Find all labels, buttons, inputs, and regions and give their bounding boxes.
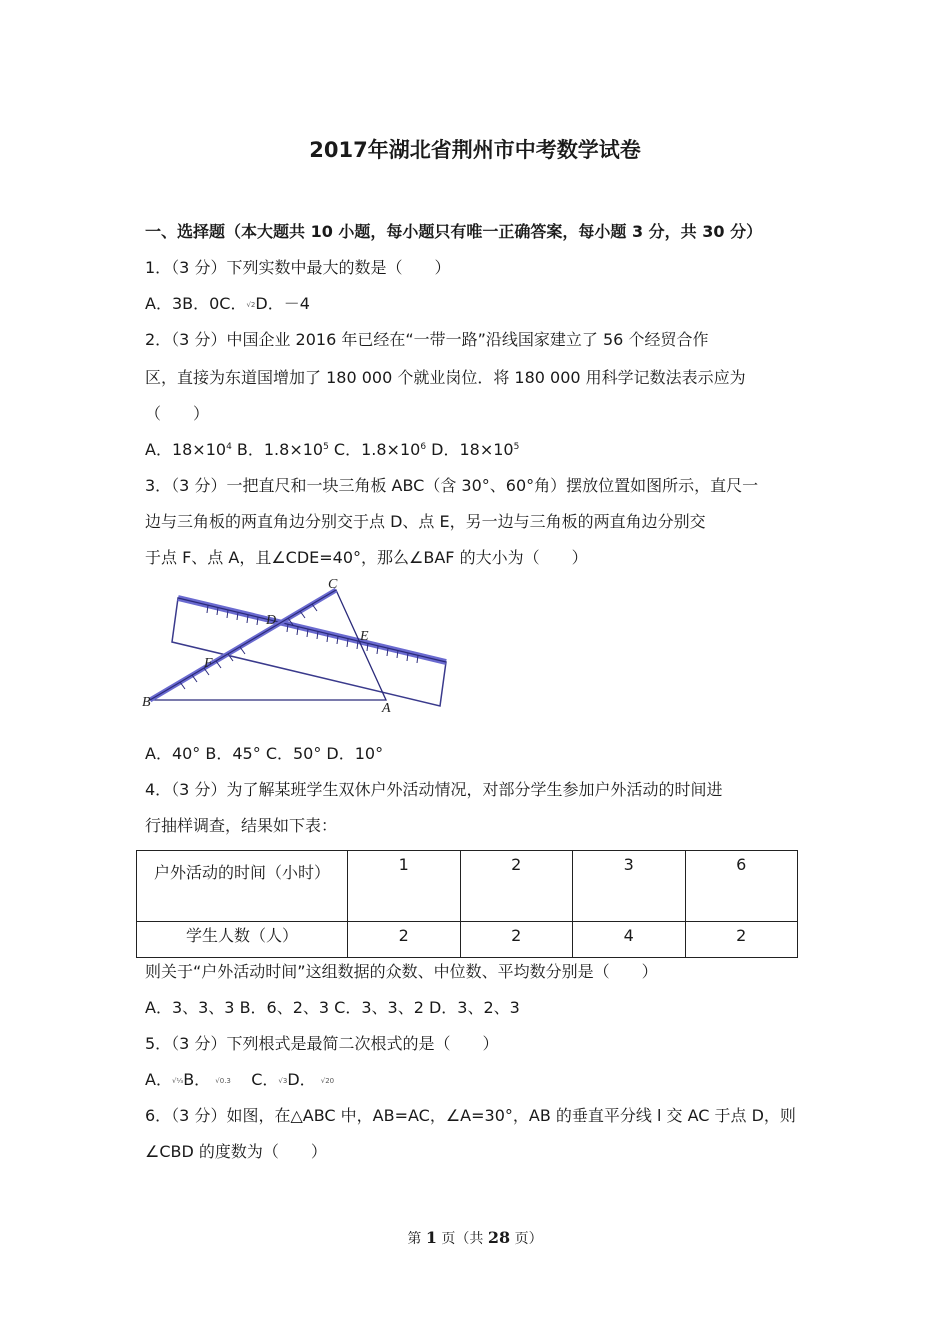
section-heading: 一、选择题（本大题共 10 小题，每小题只有唯一正确答案，每小题 3 分，共 30 分）: [145, 222, 763, 241]
q2-option-b: B．1.8×10: [231, 440, 324, 459]
page-number: 1: [425, 1228, 437, 1247]
question-2-line-2: 区，直接为东道国增加了 180 000 个就业岗位．将 180 000 用科学记数法表示应为: [145, 368, 746, 387]
question-4-after-table: 则关于“户外活动时间”这组数据的众数、中位数、平均数分别是（ ）: [145, 962, 658, 981]
table-cell: 2: [460, 851, 573, 922]
table-cell: 6: [685, 851, 798, 922]
total-pages: 28: [487, 1228, 511, 1247]
question-2-options: [145, 440, 519, 460]
q5-option-a: A．: [145, 1070, 172, 1089]
q5-option-c: C．: [251, 1070, 279, 1089]
point-label-a: A: [382, 701, 391, 713]
q2-exp-c: 6: [420, 442, 427, 452]
question-2-line-3: （ ）: [145, 404, 210, 423]
q1-options-abc: A．3B．0C．: [145, 294, 247, 313]
table-cell: 4: [573, 922, 686, 958]
question-3-line-2: 边与三角板的两直角边分别交于点 D、点 E，另一边与三角板的两直角边分别交: [145, 512, 706, 531]
activity-table: [136, 850, 798, 958]
question-1-stem: 1．（3 分）下列实数中最大的数是（ ）: [145, 258, 451, 277]
q2-exp-d: 5: [513, 442, 520, 452]
table-header-cell: 户外活动的时间（小时）: [137, 851, 348, 922]
table-cell: 3: [573, 851, 686, 922]
table-cell: 2: [685, 922, 798, 958]
footer-suffix: 页）: [510, 1231, 543, 1247]
radical-icon: √3: [278, 1077, 288, 1085]
point-label-c: C: [328, 578, 338, 592]
question-6-line-1: 6．（3 分）如图，在△ABC 中，AB=AC，∠A=30°，AB 的垂直平分线 l 交 AC 于点 D，则: [145, 1106, 796, 1125]
point-label-e: E: [360, 629, 369, 644]
footer-middle: 页（共: [436, 1231, 488, 1247]
question-6-line-2: ∠CBD 的度数为（ ）: [145, 1142, 327, 1161]
ruler-triangle-figure: [140, 578, 452, 713]
question-3-line-1: 3．（3 分）一把直尺和一块三角板 ABC（含 30°、60°角）摆放位置如图所示，直尺一: [145, 476, 759, 495]
q2-option-a: A．18×10: [145, 440, 227, 459]
radical-icon: √⅓: [171, 1077, 184, 1085]
q1-option-d: D．－4: [255, 294, 310, 313]
point-label-d: D: [266, 613, 277, 628]
point-label-f: F: [204, 656, 213, 671]
question-4-line-1: 4．（3 分）为了解某班学生双休户外活动情况，对部分学生参加户外活动的时间进: [145, 780, 723, 799]
q2-exp-a: 4: [226, 442, 232, 452]
question-2-line-1: 2．（3 分）中国企业 2016 年已经在“一带一路”沿线国家建立了 56 个经贸合作: [145, 330, 709, 349]
question-5-options: [145, 1070, 334, 1091]
radical-icon: √0.3: [215, 1077, 231, 1085]
q2-option-d: D．18×10: [426, 440, 514, 459]
question-3-line-3: 于点 F、点 A，且∠CDE=40°，那么∠BAF 的大小为（ ）: [145, 548, 588, 567]
table-cell: 2: [460, 922, 573, 958]
table-header-cell: 学生人数（人）: [137, 922, 348, 958]
question-4-options: A．3、3、3 B．6、2、3 C．3、3、2 D．3、2、3: [145, 998, 520, 1017]
table-cell: 2: [348, 922, 461, 958]
page-footer: [0, 1228, 950, 1248]
point-label-b: B: [142, 695, 151, 710]
q2-option-c: C．1.8×10: [328, 440, 421, 459]
q5-option-d: D．: [287, 1070, 316, 1089]
q5-option-b: B．: [183, 1070, 211, 1089]
table-row: [137, 851, 798, 922]
radical-icon: √20: [320, 1077, 335, 1085]
question-4-line-2: 行抽样调查，结果如下表：: [145, 816, 338, 835]
q2-exp-b: 5: [323, 442, 329, 452]
page-title: 2017年湖北省荆州市中考数学试卷: [309, 138, 641, 162]
table-row: [137, 922, 798, 958]
question-1-options: [145, 294, 310, 315]
table-cell: 1: [348, 851, 461, 922]
radical-icon: √2: [246, 301, 256, 309]
question-5-stem: 5．（3 分）下列根式是最简二次根式的是（ ）: [145, 1034, 499, 1053]
question-3-options: A．40° B．45° C．50° D．10°: [145, 744, 384, 763]
footer-prefix: 第: [407, 1231, 426, 1247]
